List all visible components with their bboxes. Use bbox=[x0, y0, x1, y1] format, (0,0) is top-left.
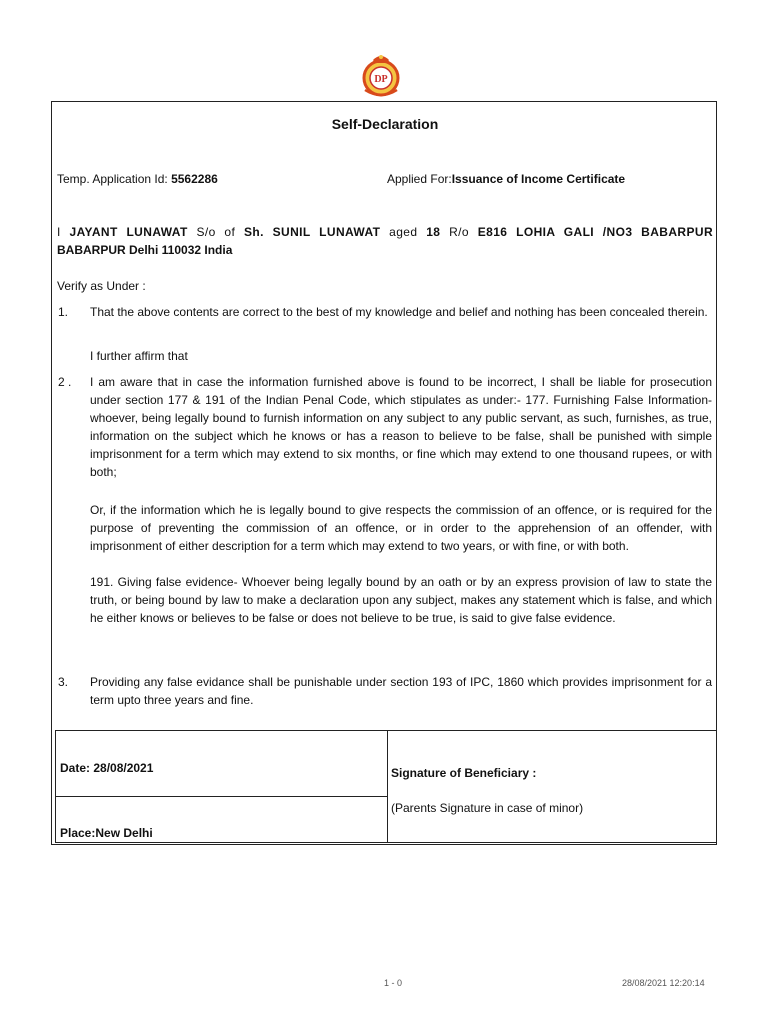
applied-for bbox=[387, 170, 625, 188]
address-line-1: E816 LOHIA GALI /NO3 BABARPUR bbox=[477, 225, 714, 239]
affirm-text: I further affirm that bbox=[90, 349, 188, 363]
page-title: Self-Declaration bbox=[331, 116, 439, 132]
point-2-number: 2 . bbox=[58, 375, 72, 389]
declarant-name: JAYANT LUNAWAT bbox=[69, 225, 188, 239]
point-2-text: I am aware that in case the information furnished above is found to be incorrect, I shall be liable for prosecution under section 177 & 191 of the Indian Penal Code, which stipulates as under:- 177. Furnishing False Information- whoever, being legally bound to furnish information on any subject to any public servant, as such, furnishes, as true, information on the subject which he knows or has a reason to believe to be false, shall be punished with simple imprisonment for a term which may extend to six months, or fine which may extend to one thousand rupees, or with both; bbox=[90, 375, 712, 479]
svg-text:DP: DP bbox=[374, 74, 388, 85]
declaration-frame bbox=[51, 101, 717, 845]
parents-note: (Parents Signature in case of minor) bbox=[391, 801, 584, 815]
point-1-number: 1. bbox=[58, 305, 69, 319]
point-3-number: 3. bbox=[58, 675, 69, 689]
verify-heading: Verify as Under : bbox=[57, 279, 146, 293]
point-3-text: Providing any false evidance shall be punishable under section 193 of IPC, 1860 which provides imprisonment for a term upto three years and fine. bbox=[90, 675, 712, 707]
father-name: Sh. SUNIL LUNAWAT bbox=[243, 225, 381, 239]
place-cell bbox=[55, 796, 388, 843]
signature-label: Signature of Beneficiary : bbox=[391, 766, 537, 780]
print-timestamp: 28/08/2021 12:20:14 bbox=[622, 978, 705, 988]
applied-for-label: Applied For: bbox=[387, 172, 452, 186]
application-id bbox=[57, 170, 218, 188]
declarant-age: 18 bbox=[426, 225, 441, 239]
police-emblem-icon bbox=[356, 50, 406, 100]
point-2-191-text: 191. Giving false evidence- Whoever being legally bound by an oath or by an express provision of law to state the truth, or being bound by law to make a declaration upon any subject, makes any statement which is false, and which he either knows or believes to be false or does not believe to be true, is said to give false evidence. bbox=[90, 575, 712, 625]
application-id-value: 5562286 bbox=[171, 172, 218, 186]
address-line-2: BABARPUR Delhi 110032 India bbox=[57, 243, 233, 257]
place-value: Place:New Delhi bbox=[60, 826, 153, 840]
applied-for-value: Issuance of Income Certificate bbox=[451, 172, 626, 186]
application-id-label: Temp. Application Id: bbox=[57, 172, 172, 186]
point-2-or-text: Or, if the information which he is legally bound to give respects the commission of an offence, or is required for the purpose of preventing the commission of an offence, or in order to the apprehension of an offender, with imprisonment of either description for a term which may extend to two years, or with fine, or with both. bbox=[90, 503, 712, 553]
declarant-line-1: I JAYANT LUNAWAT S/o of Sh. SUNIL LUNAWAT aged 18 R/o E816 LOHIA GALI /NO3 BABARPUR bbox=[57, 225, 714, 239]
signature-table bbox=[55, 730, 717, 843]
date-value: Date: 28/08/2021 bbox=[60, 761, 154, 775]
signature-cell bbox=[387, 730, 717, 843]
declarant-line-2 bbox=[57, 241, 232, 259]
date-cell bbox=[55, 730, 388, 797]
page-number: 1 - 0 bbox=[384, 978, 403, 988]
point-1-text: That the above contents are correct to the best of my knowledge and belief and nothing has been concealed therein. bbox=[90, 305, 708, 319]
